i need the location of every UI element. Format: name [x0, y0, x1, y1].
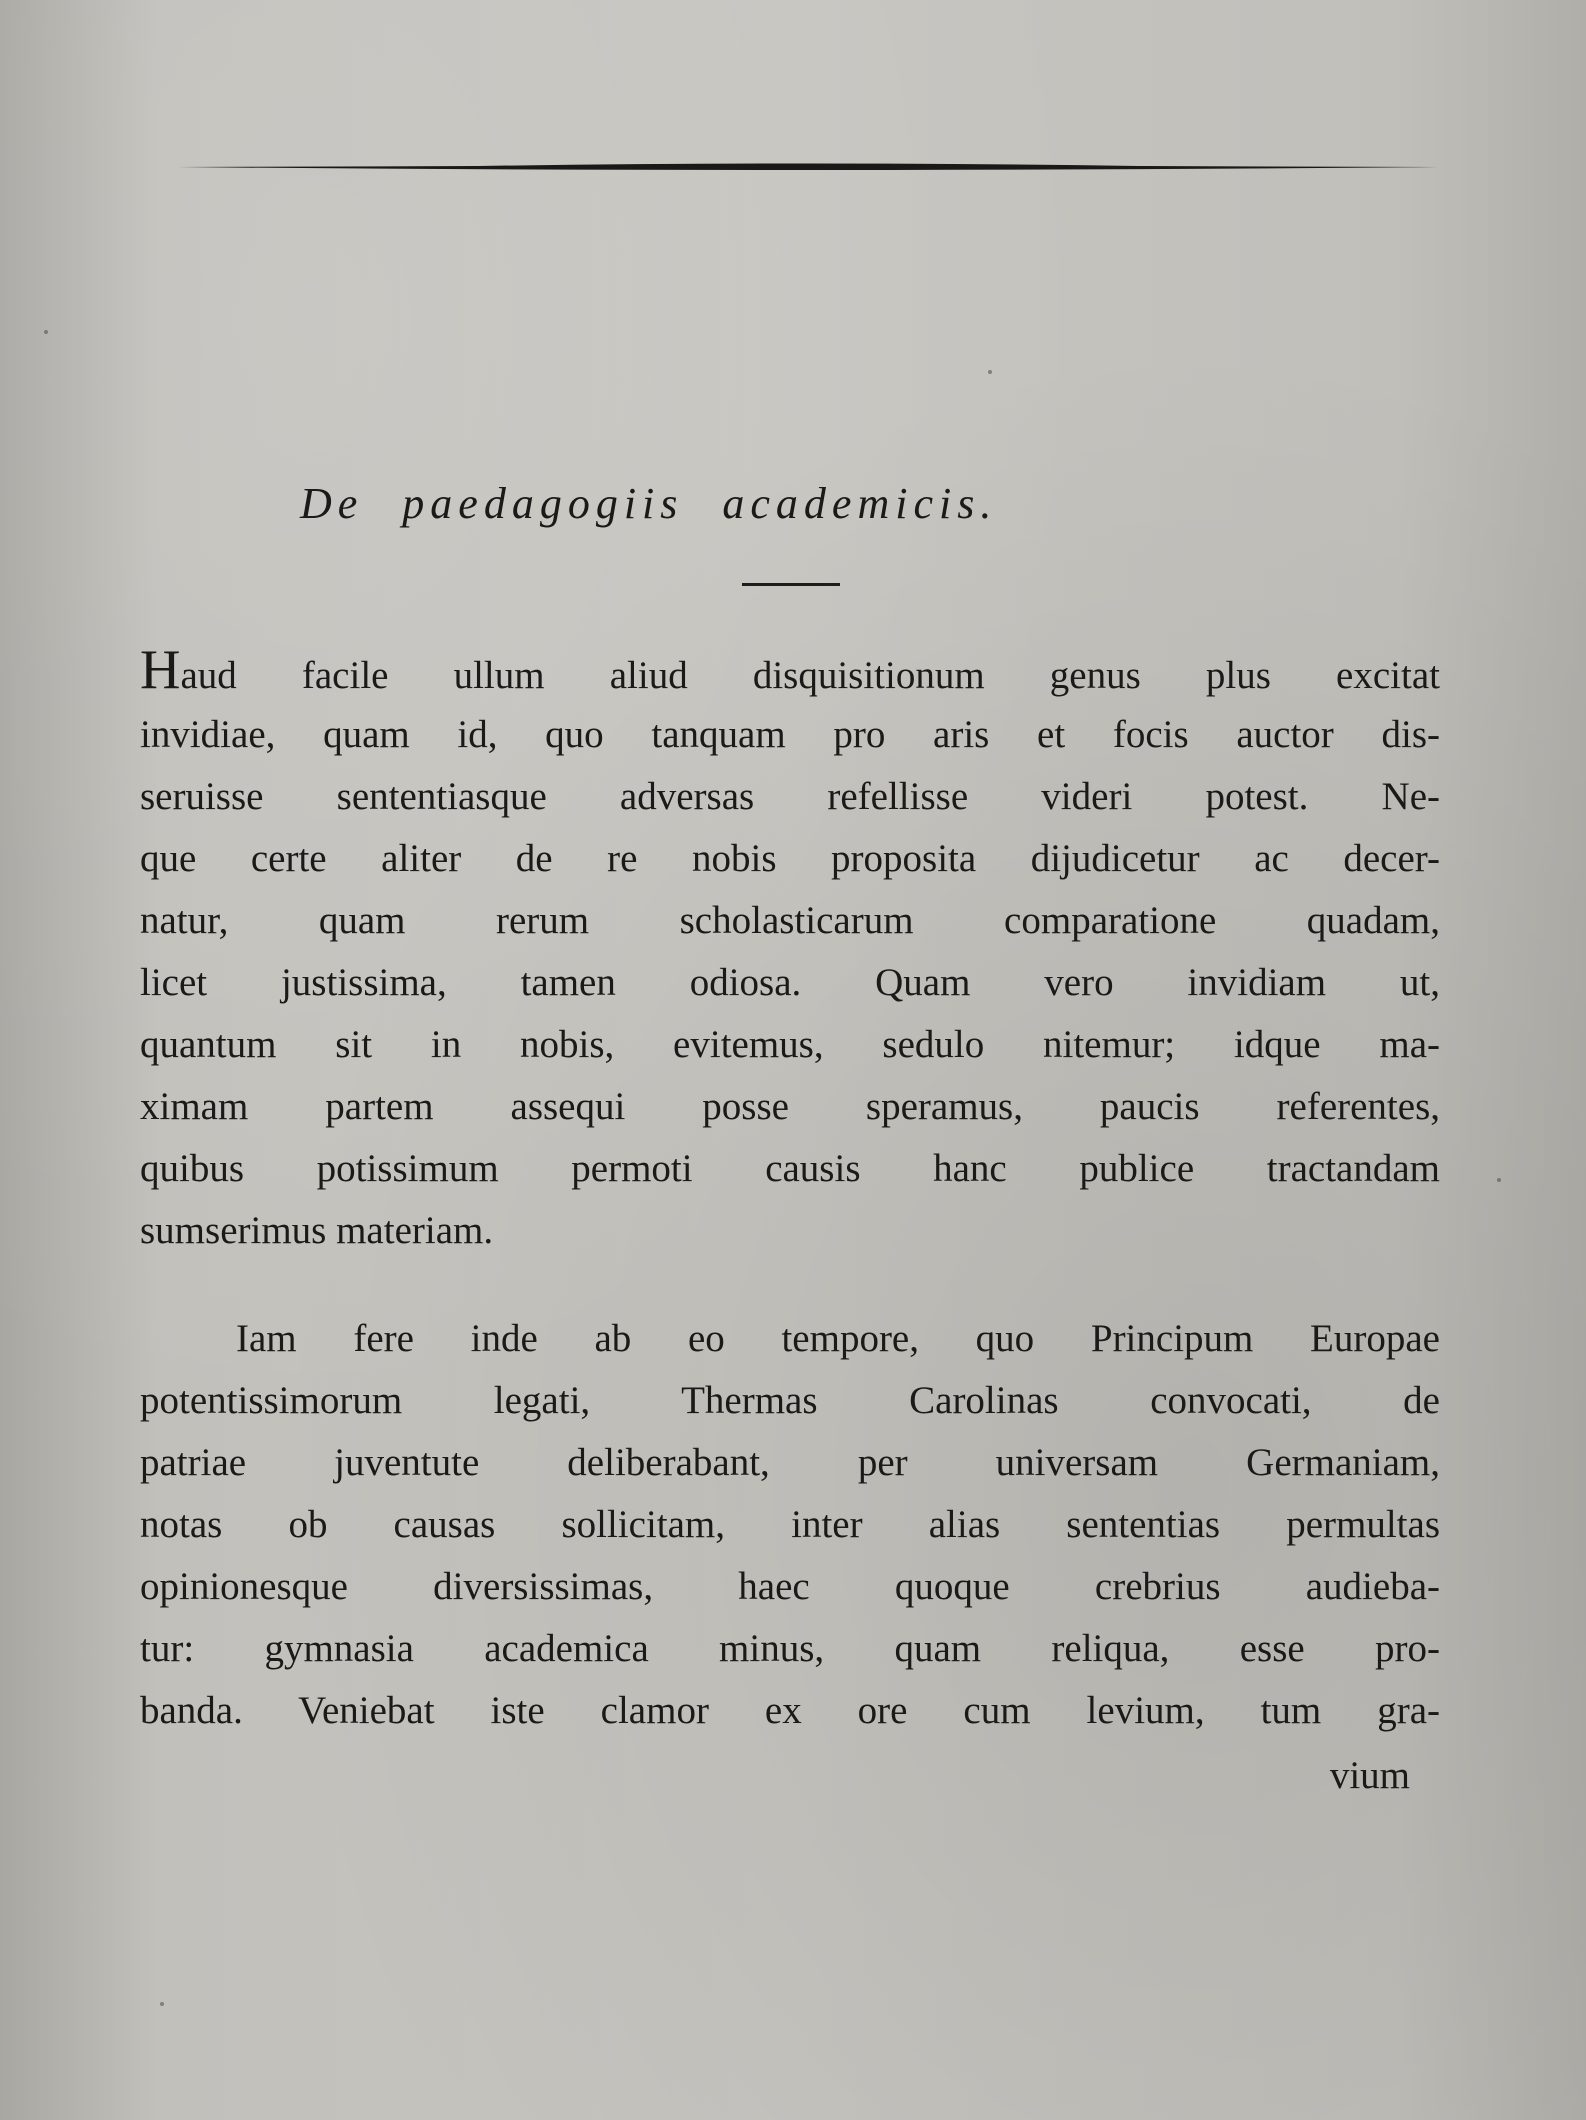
paper-speck: [988, 370, 992, 374]
paper-speck: [160, 2002, 164, 2006]
text-line: natur, quam rerum scholasticarum comparatione quadam,: [140, 899, 1440, 942]
text-line: ximam partem assequi posse speramus, paucis referentes,: [140, 1085, 1440, 1128]
text-line: notas ob causas sollicitam, inter alias sententias permultas: [140, 1503, 1440, 1546]
paper-speck: [44, 330, 48, 334]
title-divider: [742, 583, 840, 586]
paper-speck: [1497, 1178, 1501, 1182]
text-line: [140, 639, 1440, 704]
text-line: quantum sit in nobis, evitemus, sedulo nitemur; idque ma-: [140, 1023, 1440, 1066]
text-line: patriae juventute deliberabant, per universam Germaniam,: [140, 1441, 1440, 1484]
text-line: quibus potissimum permoti causis hanc publice tractandam: [140, 1147, 1440, 1190]
text-line-rest: aud facile ullum aliud disquisitionum genus plus excitat: [180, 654, 1440, 697]
text-line: licet justissima, tamen odiosa. Quam vero invidiam ut,: [140, 961, 1440, 1004]
text-line: banda. Veniebat iste clamor ex ore cum levium, tum gra-: [140, 1689, 1440, 1732]
paragraph-1: [140, 639, 1440, 1262]
page-title: De paedagogiis academicis.: [300, 479, 998, 528]
text-line: que certe aliter de re nobis proposita dijudicetur ac decer-: [140, 837, 1440, 880]
header-rule: [178, 161, 1438, 173]
text-line: invidiae, quam id, quo tanquam pro aris et focis auctor dis-: [140, 713, 1440, 756]
text-line: potentissimorum legati, Thermas Carolinas convocati, de: [140, 1379, 1440, 1422]
catchword: vium: [1329, 1754, 1410, 1797]
text-line: Iam fere inde ab eo tempore, quo Principum Europae: [236, 1317, 1440, 1360]
text-line: sumserimus materiam.: [140, 1209, 494, 1252]
text-line: opinionesque diversissimas, haec quoque crebrius audieba-: [140, 1565, 1440, 1608]
paragraph-2: [140, 1308, 1440, 1742]
text-line: tur: gymnasia academica minus, quam reliqua, esse pro-: [140, 1627, 1440, 1670]
text-line: seruisse sententiasque adversas refellisse videri potest. Ne-: [140, 775, 1440, 818]
initial-letter: H: [140, 639, 181, 701]
